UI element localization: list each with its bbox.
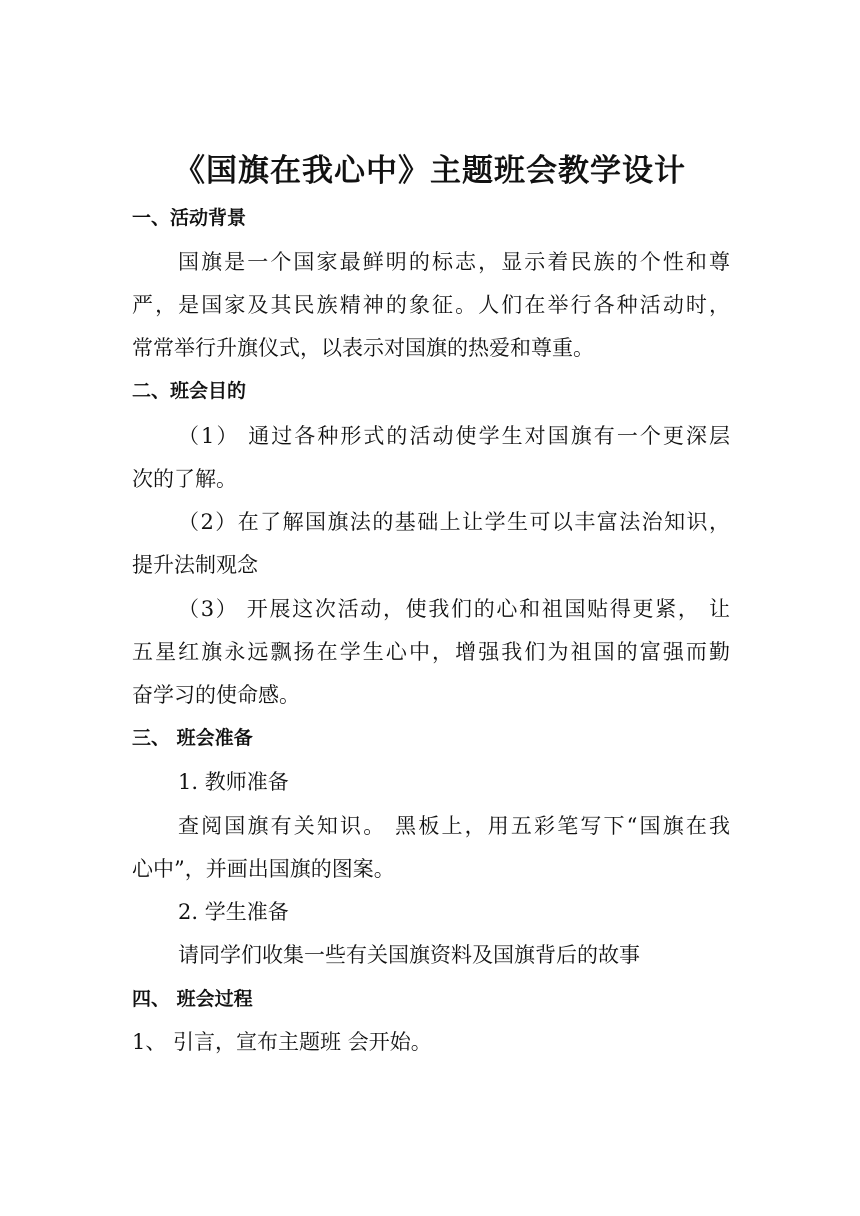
paragraph-line: 查阅国旗有关知识。 黑板上，用五彩笔写下“国旗在我 bbox=[178, 814, 730, 838]
paragraph-line: 请同学们收集一些有关国旗资料及国旗背后的故事 bbox=[178, 943, 640, 967]
section-heading-preparation: 三、 班会准备 bbox=[132, 727, 253, 749]
paragraph-line: 1、 引言，宣布主题班 会开始。 bbox=[132, 1030, 432, 1054]
document-title: 《国旗在我心中》主题班会教学设计 bbox=[174, 153, 686, 189]
paragraph-line: 常常举行升旗仪式，以表示对国旗的热爱和尊重。 bbox=[132, 336, 594, 360]
paragraph-line: 奋学习的使命感。 bbox=[132, 683, 300, 707]
paragraph-line: 国旗是一个国家最鲜明的标志，显示着民族的个性和尊 bbox=[178, 250, 730, 274]
paragraph-line: 五星红旗永远飘扬在学生心中，增强我们为祖国的富强而勤 bbox=[132, 640, 730, 664]
paragraph-line: 次的了解。 bbox=[132, 467, 237, 491]
section-heading-goals: 二、班会目的 bbox=[132, 380, 247, 402]
paragraph-line: 提升法制观念 bbox=[132, 553, 258, 577]
subheading-student-prep: 2. 学生准备 bbox=[178, 900, 289, 924]
section-heading-background: 一、活动背景 bbox=[132, 207, 247, 229]
paragraph-line: （2）在了解国旗法的基础上让学生可以丰富法治知识， bbox=[178, 510, 730, 534]
paragraph-line: （1） 通过各种形式的活动使学生对国旗有一个更深层 bbox=[178, 424, 730, 448]
paragraph-line: （3） 开展这次活动，使我们的心和祖国贴得更紧， 让 bbox=[178, 597, 730, 621]
section-heading-process: 四、 班会过程 bbox=[132, 988, 253, 1010]
subheading-teacher-prep: 1. 教师准备 bbox=[178, 770, 289, 794]
paragraph-line: 心中”，并画出国旗的图案。 bbox=[132, 857, 395, 881]
paragraph-line: 严，是国家及其民族精神的象征。人们在举行各种活动时， bbox=[132, 293, 730, 317]
